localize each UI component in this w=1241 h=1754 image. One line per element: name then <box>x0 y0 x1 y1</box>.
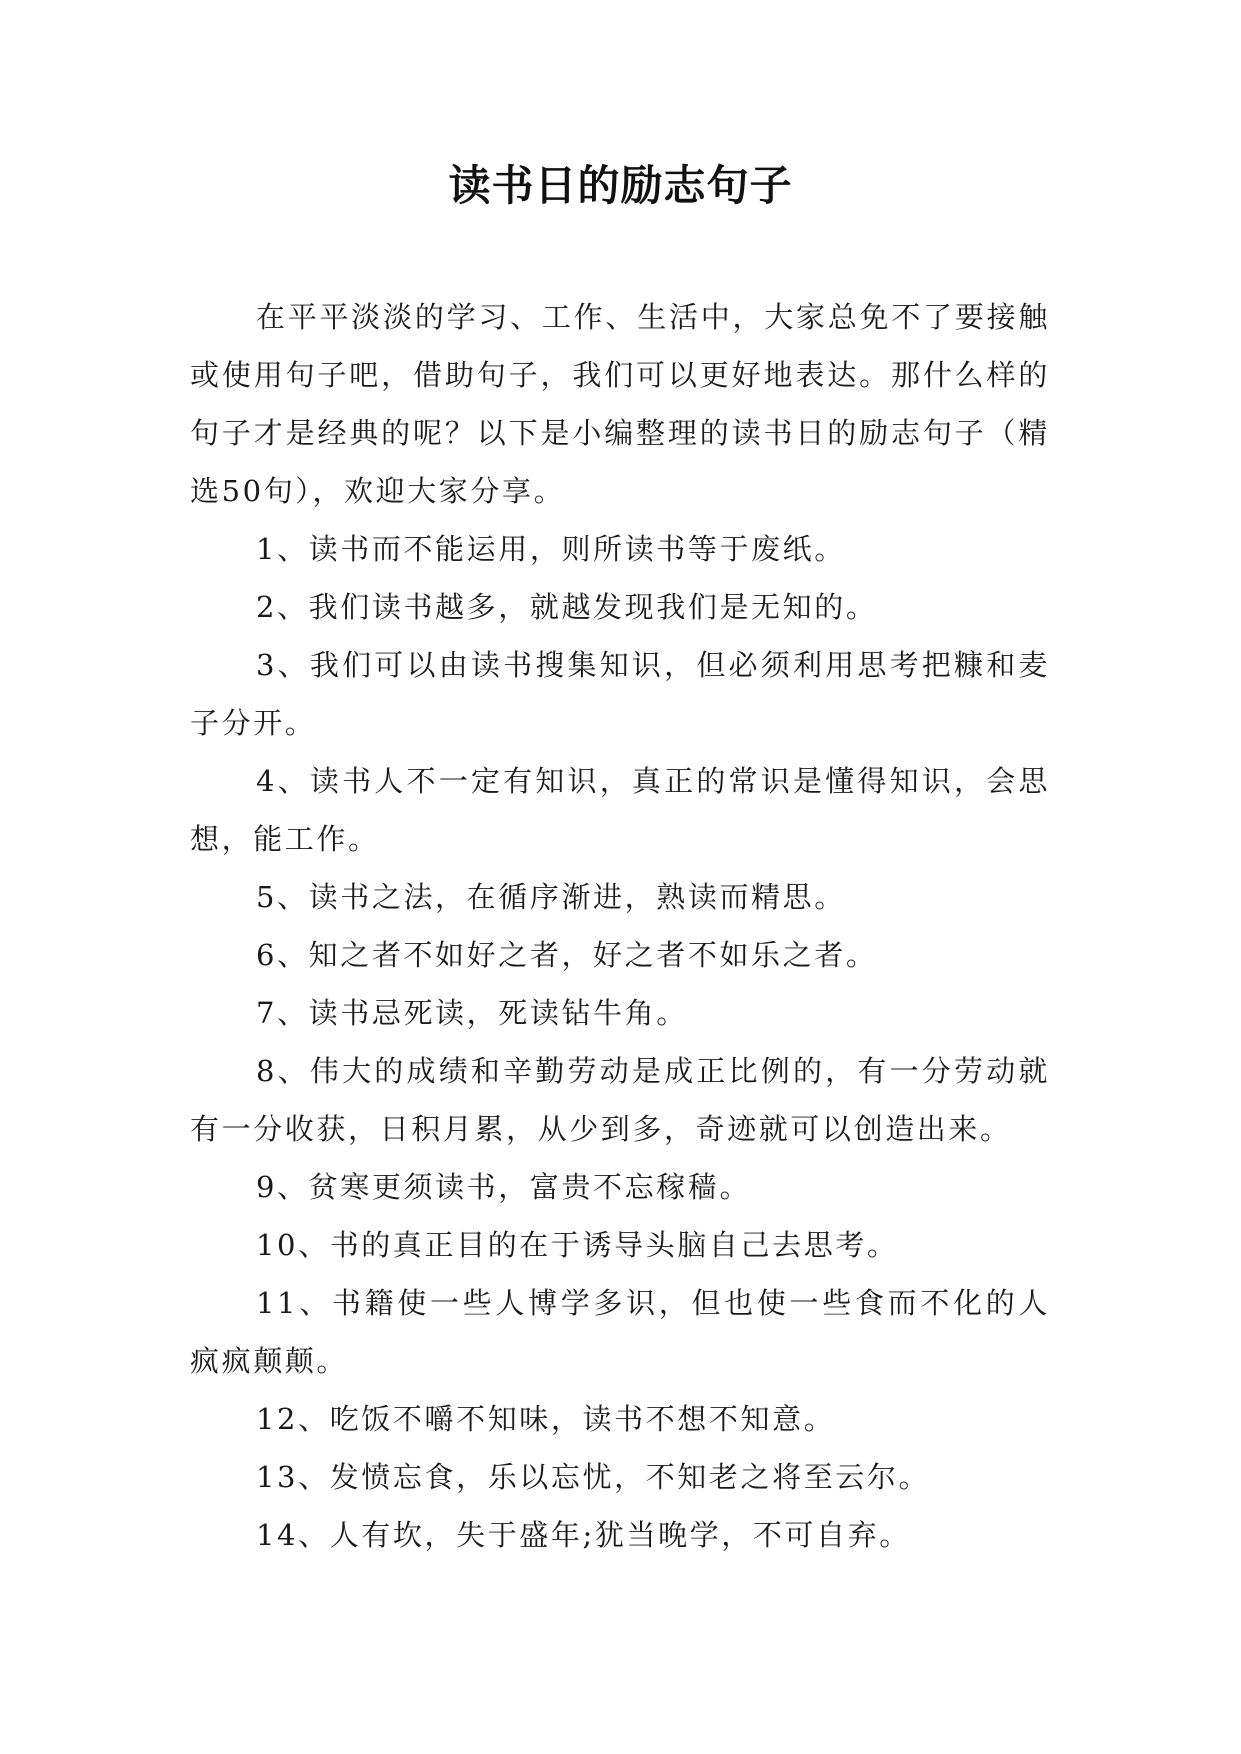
quote-item: 7、读书忌死读，死读钻牛角。 <box>256 996 688 1030</box>
quote-item: 13、发愤忘食，乐以忘忧，不知老之将至云尔。 <box>256 1460 931 1494</box>
quote-item: 2、我们读书越多，就越发现我们是无知的。 <box>256 590 878 624</box>
quote-item: 12、吃饭不嚼不知味，读书不想不知意。 <box>256 1402 836 1436</box>
quote-item: 4、读书人不一定有知识，真正的常识是懂得知识，会思想，能工作。 <box>190 764 1050 856</box>
quote-item: 14、人有坎，失于盛年;犹当晚学，不可自弃。 <box>256 1518 911 1552</box>
quote-item: 8、伟大的成绩和辛勤劳动是成正比例的，有一分劳动就有一分收获，日积月累，从少到多，奇迹就可以创造出来。 <box>190 1054 1050 1146</box>
document-body <box>190 288 1050 1564</box>
quote-item: 10、书的真正目的在于诱导头脑自己去思考。 <box>256 1228 899 1262</box>
quote-item: 9、贫寒更须读书，富贵不忘稼穑。 <box>256 1170 752 1204</box>
quote-item: 11、书籍使一些人博学多识，但也使一些食而不化的人疯疯颠颠。 <box>190 1286 1050 1378</box>
quote-item: 3、我们可以由读书搜集知识，但必须利用思考把糠和麦子分开。 <box>190 648 1050 740</box>
intro-paragraph: 在平平淡淡的学习、工作、生活中，大家总免不了要接触或使用句子吧，借助句子，我们可以更好地表达。那什么样的句子才是经典的呢？以下是小编整理的读书日的励志句子（精选50句），欢迎大家分享。 <box>190 300 1050 508</box>
document-title: 读书日的励志句子 <box>448 161 793 210</box>
quote-item: 6、知之者不如好之者，好之者不如乐之者。 <box>256 938 878 972</box>
quote-item: 5、读书之法，在循序渐进，熟读而精思。 <box>256 880 846 914</box>
quote-item: 1、读书而不能运用，则所读书等于废纸。 <box>256 532 846 566</box>
